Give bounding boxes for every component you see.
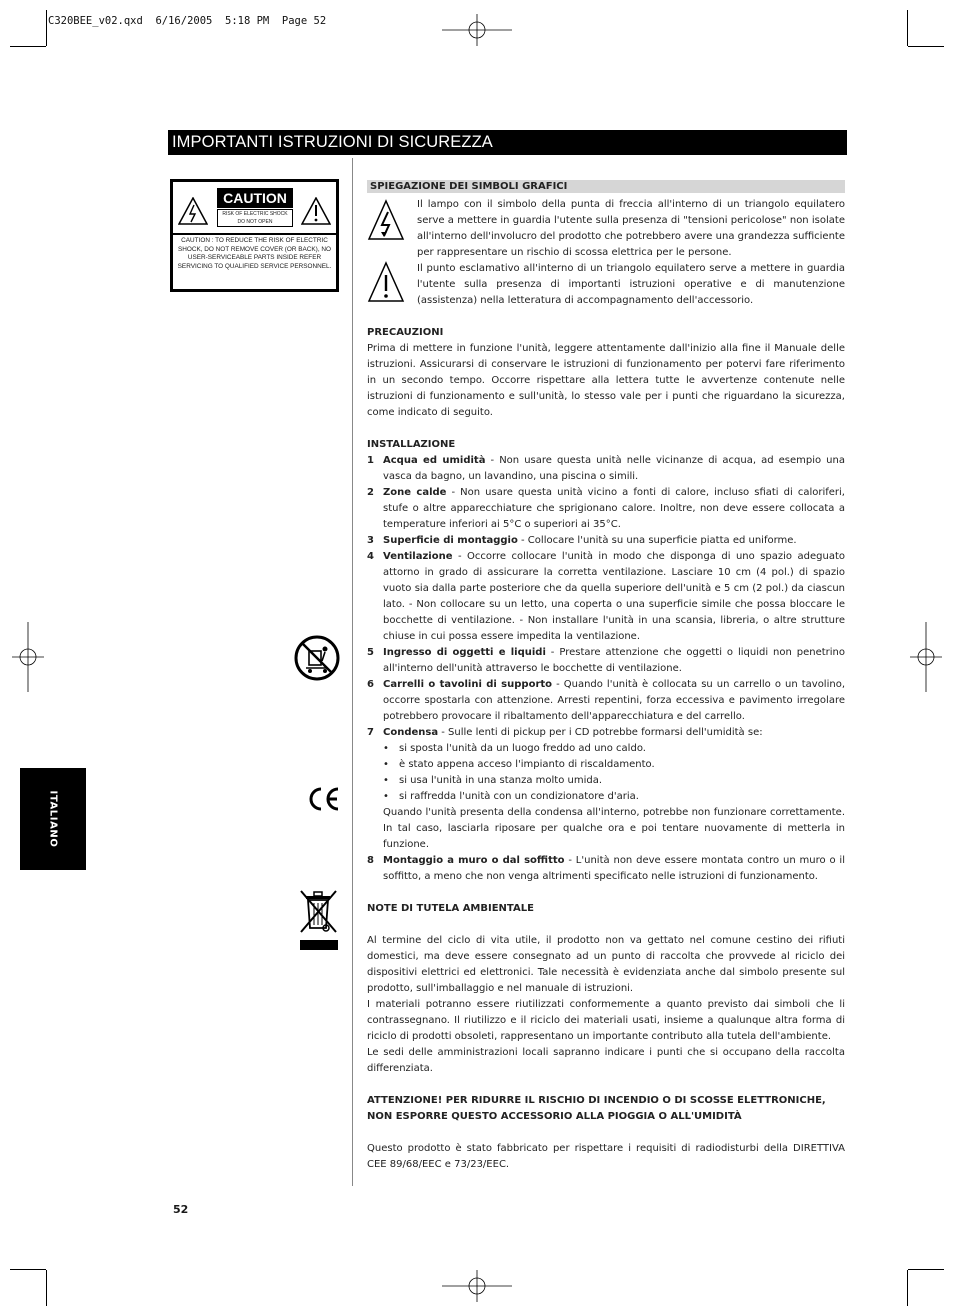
ambientale-paragraph: Le sedi delle amministrazioni locali sapranno indicare i punti che si occupano della raccolta differenziata. <box>367 1047 845 1074</box>
item-number: 2 <box>367 487 374 498</box>
bullet-item <box>367 789 845 805</box>
item-title: Montaggio a muro o dal soffitto <box>383 855 565 866</box>
list-item <box>367 645 845 677</box>
item-title: Carrelli o tavolini di supporto <box>383 679 553 690</box>
bullet-item <box>367 741 845 757</box>
item-number: 8 <box>367 855 374 866</box>
list-item <box>367 453 845 485</box>
item-number: 7 <box>367 727 374 738</box>
registration-mark-icon <box>910 622 942 692</box>
warning-line: NON ESPORRE QUESTO ACCESSORIO ALLA PIOGGIA O ALL'UMIDITÀ <box>367 1111 742 1122</box>
item-title: Zone calde <box>383 487 447 498</box>
crop-mark <box>907 10 908 46</box>
bullet-text: si usa l'unità in una stanza molto umida. <box>399 775 603 786</box>
crop-mark <box>10 1269 46 1270</box>
item-title: Ingresso di oggetti e liquidi <box>383 647 546 658</box>
list-item <box>367 725 845 741</box>
language-tab-label: ITALIANO <box>47 790 59 848</box>
item-number: 6 <box>367 679 374 690</box>
bullet-text: si raffredda l'unità con un condizionatore d'aria. <box>399 791 639 802</box>
list-item <box>367 485 845 533</box>
lightning-text: Il lampo con il simbolo della punta di freccia all'interno di un triangolo equilatero serve a mettere in guardia l'utente sulla presenza di "tensioni pericolose" non isolate all'interno dell'involucro del prodotto che potrebbero avere una grandezza sufficiente per rappresentare un rischio di scossa elettrica per le persone. <box>417 199 845 258</box>
item-text: - Non usare questa unità vicino a fonti di calore, incluso sfiati di caloriferi, stufe o altre apparecchiature che sprigionano calore. Inoltre, non deve essere collocata a temperature inferiori ai 5°C o superiori ai 35°C. <box>383 487 845 530</box>
item-text: - L'unità non deve essere montata contro un muro o il soffitto, a meno che non venga altrimenti specificato nelle istruzioni di funzionamento. <box>383 855 845 882</box>
conformity-text: Questo prodotto è stato fabbricato per rispettare i requisiti di radiodisturbi della DIRETTIVA CEE 89/68/EEC e 73/23/EEC. <box>367 1143 845 1170</box>
item-text: - Prestare attenzione che oggetti o liquidi non penetrino all'interno dell'unità attraverso le bocchette di ventilazione. <box>383 647 845 674</box>
item-text: - Collocare l'unità su una superficie piatta ed uniforme. <box>517 535 797 546</box>
bullet-text: è stato appena acceso l'impianto di riscaldamento. <box>399 759 655 770</box>
crop-mark <box>908 1269 944 1270</box>
main-content <box>367 180 845 1173</box>
item-text: - Occorre collocare l'unità in modo che disponga di uno spazio adeguato attorno in grado di assicurare la corretta ventilazione. Lasciare 10 cm (4 pol.) di spazio vuoto sia dalla parte posteriore che da quella superiore dell'unità e 5 cm (2 pol.) da ciascun lato. - Non collocare su un letto, una coperta o una superficie simile che possa bloccare le bocchette di ventilazione. - Non installare l'unità in una scansia, libreria, o altre strutture chiuse in cui possa essere impedita la ventilazione. <box>383 551 845 642</box>
caution-label <box>170 179 339 292</box>
warning-line: ATTENZIONE! PER RIDURRE IL RISCHIO DI INCENDIO O DI SCOSSE ELETTRONICHE, <box>367 1095 826 1106</box>
item-title: Ventilazione <box>383 551 453 562</box>
bullet-glyph: • <box>383 743 389 754</box>
list-item <box>367 533 845 549</box>
item-title: Acqua ed umidità <box>383 455 486 466</box>
bullet-glyph: • <box>383 775 389 786</box>
ambientale-paragraph: I materiali potranno essere riutilizzati conformemente a quanto previsto dai simboli che li contrassegnano. Il riutilizzo e il riciclo dei materiali usati, insieme a qualunque altra forma di riciclo di prodotti obsoleti, rappresentano un importante contributo alla tutela dell'ambiente. <box>367 999 845 1042</box>
precauzioni-text: Prima di mettere in funzione l'unità, leggere attentamente dall'inizio alla fine il Manuale delle istruzioni. Assicurarsi di conservare le istruzioni di funzionamento per potervi fare riferimento in un secondo tempo. Occorre rispettare alla lettera tutte le avvertenze contenute nelle istruzioni di funzionamento e sull'unità, lo stesso vale per i punti che riguardano la sicurezza, come indicato di seguito. <box>367 343 845 418</box>
print-slug: C320BEE_v02.qxd 6/16/2005 5:18 PM Page 52 <box>48 15 327 27</box>
exclamation-explanation <box>367 261 845 309</box>
list-item <box>367 677 845 725</box>
bullet-item <box>367 773 845 789</box>
lightning-triangle-icon <box>178 197 208 225</box>
lightning-triangle-icon <box>367 199 405 241</box>
cart-warning-icon <box>294 635 340 681</box>
warning-text <box>367 1093 845 1125</box>
item-text: - Sulle lenti di pickup per i CD potrebbe formarsi dell'umidità se: <box>438 727 763 738</box>
precauzioni-heading: PRECAUZIONI <box>367 327 444 338</box>
ambientale-paragraph: Al termine del ciclo di vita utile, il prodotto non va gettato nel comune cestino dei rifiuti domestici, ma deve essere consegnato ad un punto di raccolta che provvede al riciclo dei dispositivi elettrici ed elettronici. Tale necessità è evidenziata anche dal simbolo presente sul prodotto, sull'imballaggio e nel manuale di istruzioni. <box>367 935 845 994</box>
caution-word: CAUTION <box>217 188 293 208</box>
item-number: 4 <box>367 551 374 562</box>
bullet-glyph: • <box>383 759 389 770</box>
caution-subtitle: RISK OF ELECTRIC SHOCK DO NOT OPEN <box>217 209 293 227</box>
item-title: Condensa <box>383 727 439 738</box>
crop-mark <box>908 46 944 47</box>
caution-text: CAUTION : TO REDUCE THE RISK OF ELECTRIC SHOCK, DO NOT REMOVE COVER (OR BACK), NO USER-SERVICEABLE PARTS INSIDE REFER SERVICING TO QUALIFIED SERVICE PERSONNEL. <box>177 237 332 270</box>
caution-divider <box>173 233 336 235</box>
symbols-heading: SPIEGAZIONE DEI SIMBOLI GRAFICI <box>367 180 845 193</box>
page-title: IMPORTANTI ISTRUZIONI DI SICUREZZA <box>168 130 847 155</box>
bullet-text: si sposta l'unità da un luogo freddo ad uno caldo. <box>399 743 646 754</box>
installazione-heading: INSTALLAZIONE <box>367 439 456 450</box>
ambientale-heading: NOTE DI TUTELA AMBIENTALE <box>367 903 534 914</box>
crop-mark <box>10 46 46 47</box>
crop-mark <box>46 1270 47 1306</box>
registration-mark-icon <box>12 622 44 692</box>
bullet-item <box>367 757 845 773</box>
column-divider <box>352 158 353 1186</box>
ce-mark-icon <box>307 786 341 812</box>
crop-mark <box>46 10 47 46</box>
item-number: 1 <box>367 455 374 466</box>
item-number: 5 <box>367 647 374 658</box>
lightning-explanation <box>367 197 845 261</box>
item-number: 3 <box>367 535 374 546</box>
item-text: - Quando l'unità è collocata su un carrello o un tavolino, occorre spostarla con attenzione. Arresti repentini, forza eccessiva e pavimento irregolare potrebbero provocare il ribaltamento dell'apparecchiatura e del carrello. <box>383 679 846 722</box>
list-item <box>367 853 845 885</box>
item-text: - Non usare questa unità nelle vicinanze di acqua, ad esempio una vasca da bagno, un lavandino, una piscina o simili. <box>383 455 845 482</box>
bullet-glyph: • <box>383 791 389 802</box>
page-number: 52 <box>173 1203 189 1216</box>
item-title: Superficie di montaggio <box>383 535 518 546</box>
exclamation-text: Il punto esclamativo all'interno di un triangolo equilatero serve a mettere in guardia l'utente sulla presenza di importanti istruzioni operative e di manutenzione (assistenza) nella letteratura di accompagnamento dell'accessorio. <box>417 263 845 306</box>
list-item <box>367 549 845 645</box>
weee-bin-icon <box>298 888 340 952</box>
exclamation-triangle-icon <box>367 261 405 303</box>
language-tab <box>20 768 86 870</box>
exclamation-triangle-icon <box>301 197 331 225</box>
condensa-note: Quando l'unità presenta della condensa all'interno, potrebbe non funzionare correttamente. In tal caso, lasciarla riposare per qualche ora e poi tentare nuovamente di metterla in funzione. <box>383 807 845 850</box>
registration-mark-icon <box>442 14 512 46</box>
crop-mark <box>907 1270 908 1306</box>
registration-mark-icon <box>442 1270 512 1302</box>
